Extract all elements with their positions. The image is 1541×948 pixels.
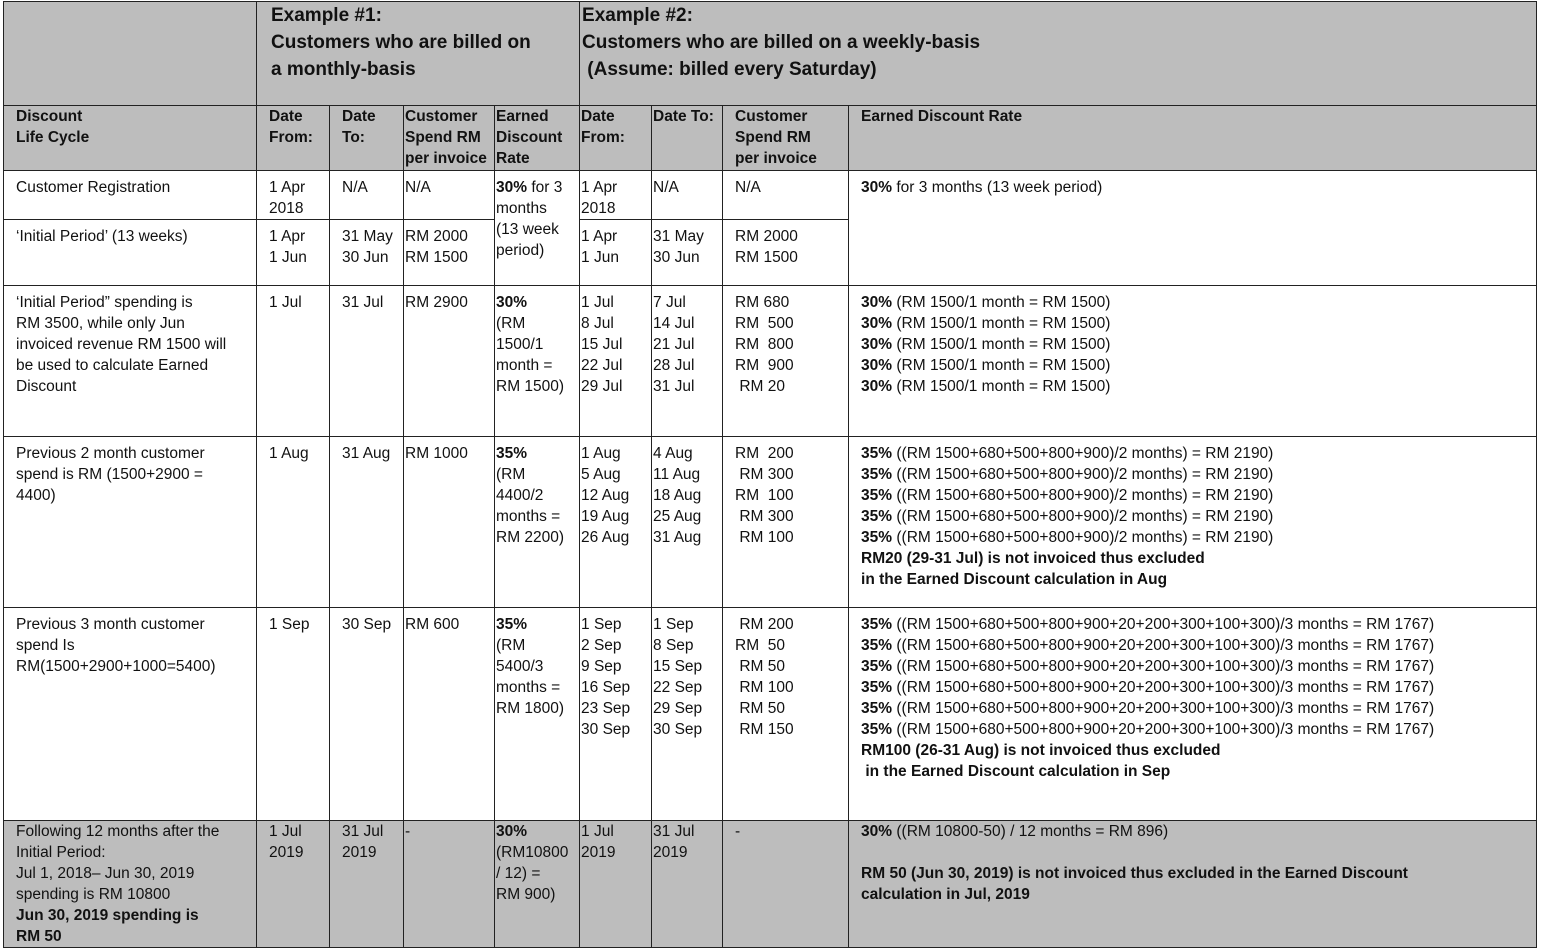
cell-text: (RM — [496, 466, 526, 483]
cell-text: 22 Sep — [653, 679, 703, 696]
cell-text: 31 May — [342, 228, 393, 245]
rate-line — [861, 677, 1535, 698]
cell-text: 18 Aug — [653, 487, 702, 504]
w-from-cell — [580, 821, 652, 948]
w-rate-cell — [849, 437, 1537, 608]
col-text: From: — [269, 129, 313, 146]
rate-text: ((RM 1500+680+500+800+900)/2 months) = RM 2190) — [892, 445, 1274, 462]
cell-text: Following 12 months after the — [16, 823, 220, 840]
table-row — [4, 608, 1537, 821]
example1-line: a monthly-basis — [271, 59, 416, 80]
cell-text: 1 Aug — [269, 445, 309, 462]
cell-text — [861, 177, 1535, 198]
cell-text: RM 2000 — [735, 228, 798, 245]
rate-text: (RM 1500/1 month = RM 1500) — [892, 378, 1111, 395]
w-to-cell — [652, 608, 723, 821]
rate-line — [861, 635, 1535, 656]
rate-bold: 35% — [861, 700, 893, 717]
cell-text: 1 Jul — [581, 294, 614, 311]
col-w-rate — [849, 106, 1537, 171]
rate-line — [861, 464, 1535, 485]
m-from-cell — [257, 608, 330, 821]
m-spend-cell — [404, 608, 495, 821]
cell-text: 4 Aug — [653, 445, 693, 462]
cell-text: 26 Aug — [581, 529, 630, 546]
example2-line: Customers who are billed on a weekly-basis — [582, 32, 981, 53]
cell-text: Customer Registration — [16, 179, 171, 196]
rate-line — [861, 376, 1535, 397]
cell-text: 23 Sep — [581, 700, 631, 717]
cell-text: 31 Aug — [653, 529, 702, 546]
cell-text: RM 100 — [735, 679, 794, 696]
cell-text: (RM10800 — [496, 844, 569, 861]
rate-line — [861, 614, 1535, 635]
column-header-row — [4, 106, 1537, 171]
cell-text: 1 Jun — [581, 249, 619, 266]
m-from-cell — [257, 220, 330, 286]
m-spend-cell — [404, 437, 495, 608]
cell-text: months — [496, 200, 547, 217]
cell-text: RM 1000 — [405, 445, 468, 462]
cell-text: 5 Aug — [581, 466, 621, 483]
col-text: Date — [269, 108, 303, 125]
rate-bold: 35% — [861, 529, 893, 546]
life-cell — [4, 220, 257, 286]
cell-text: 29 Sep — [653, 700, 703, 717]
exclusion-note: RM 50 (Jun 30, 2019) is not invoiced thus excluded in the Earned Discount — [861, 865, 1408, 882]
life-cell — [4, 608, 257, 821]
m-from-cell — [257, 437, 330, 608]
col-text: To: — [342, 129, 365, 146]
rate-line — [861, 485, 1535, 506]
example2-line: (Assume: billed every Saturday) — [582, 59, 877, 80]
cell-text: 2019 — [653, 844, 688, 861]
cell-text: 7 Jul — [653, 294, 686, 311]
w-from-cell — [580, 437, 652, 608]
m-to-cell — [330, 286, 404, 437]
cell-text: 1 Aug — [581, 445, 621, 462]
exclusion-note: in the Earned Discount calculation in Sep — [861, 763, 1171, 780]
table-row — [4, 171, 1537, 220]
cell-text: 1 Apr — [269, 179, 306, 196]
col-text: per invoice — [405, 150, 487, 167]
cell-text: 19 Aug — [581, 508, 630, 525]
rate-line — [861, 698, 1535, 719]
rate-bold: 35% — [861, 679, 893, 696]
cell-text: N/A — [342, 179, 368, 196]
cell-text: ‘Initial Period’ (13 weeks) — [16, 228, 188, 245]
col-text: Date — [342, 108, 376, 125]
rate-text: (RM 1500/1 month = RM 1500) — [892, 336, 1111, 353]
rate-bold: 35% — [496, 445, 528, 462]
rate-bold: 30% — [861, 378, 893, 395]
cell-text: 30 Jun — [653, 249, 700, 266]
col-text: Rate — [496, 150, 530, 167]
cell-text: (RM — [496, 315, 526, 332]
cell-text: 1 Jul — [269, 294, 302, 311]
cell-text: 25 Aug — [653, 508, 702, 525]
life-cell — [4, 286, 257, 437]
cell-text: RM 300 — [735, 466, 794, 483]
cell-text: 2 Sep — [581, 637, 622, 654]
rate-line — [861, 334, 1535, 355]
m-to-cell — [330, 821, 404, 948]
m-to-cell — [330, 437, 404, 608]
m-rate-cell — [495, 286, 580, 437]
m-from-cell — [257, 286, 330, 437]
w-to-cell — [652, 437, 723, 608]
cell-text: 4400/2 — [496, 487, 544, 504]
cell-text: invoiced revenue RM 1500 will — [16, 336, 227, 353]
exclusion-note: RM100 (26-31 Aug) is not invoiced thus excluded — [861, 742, 1221, 759]
rate-bold: 35% — [496, 616, 528, 633]
rate-text: for 3 — [527, 179, 563, 196]
col-m-to — [330, 106, 404, 171]
cell-text: 2019 — [581, 844, 616, 861]
cell-text: RM 50 — [16, 928, 62, 945]
example-header-row — [4, 2, 1537, 106]
col-text: Customer — [405, 108, 478, 125]
cell-text: 11 Aug — [653, 466, 701, 483]
rate-bold: 30% — [496, 179, 528, 196]
cell-text: RM(1500+2900+1000=5400) — [16, 658, 216, 675]
cell-text: RM 680 — [735, 294, 790, 311]
m-from-cell — [257, 171, 330, 220]
rate-line — [861, 313, 1535, 334]
m-rate-cell — [495, 821, 580, 948]
cell-text: spend is RM (1500+2900 = — [16, 466, 203, 483]
cell-text: - — [405, 823, 411, 840]
cell-text: RM 800 — [735, 336, 794, 353]
rate-bold: 30% — [861, 315, 893, 332]
rate-bold: 35% — [861, 721, 893, 738]
table-row — [4, 437, 1537, 608]
cell-text: be used to calculate Earned — [16, 357, 209, 374]
cell-text: months = — [496, 508, 561, 525]
cell-text: 12 Aug — [581, 487, 630, 504]
cell-text: 1 Sep — [269, 616, 310, 633]
cell-text: 30 Sep — [581, 721, 631, 738]
w-spend-cell — [723, 608, 849, 821]
cell-text: N/A — [405, 179, 431, 196]
cell-text: Initial Period: — [16, 844, 106, 861]
cell-text: 31 Jul — [342, 294, 384, 311]
w-rate-cell — [849, 608, 1537, 821]
cell-text: 15 Sep — [653, 658, 703, 675]
exclusion-note: RM20 (29-31 Jul) is not invoiced thus excluded — [861, 550, 1205, 567]
w-spend-cell — [723, 437, 849, 608]
cell-text: 8 Sep — [653, 637, 694, 654]
table-row — [4, 286, 1537, 437]
cell-text: 22 Jul — [581, 357, 623, 374]
rate-bold: 35% — [861, 466, 893, 483]
cell-text: months = — [496, 679, 561, 696]
life-cell — [4, 171, 257, 220]
rate-text: ((RM 1500+680+500+800+900+20+200+300+100+300)/3 months = RM 1767) — [892, 721, 1435, 738]
cell-text: Discount — [16, 378, 77, 395]
cell-text: RM 2200) — [496, 529, 565, 546]
m-rate-cell — [495, 171, 580, 286]
rate-bold: 30% — [861, 336, 893, 353]
example1-title: Example #1: — [271, 5, 382, 26]
w-to-cell — [652, 821, 723, 948]
life-cell — [4, 437, 257, 608]
rate-text: ((RM 1500+680+500+800+900)/2 months) = RM 2190) — [892, 508, 1274, 525]
rate-bold: 30% — [496, 294, 528, 311]
cell-text: RM 50 — [735, 700, 785, 717]
rate-bold: 35% — [861, 616, 893, 633]
cell-text: / 12) = — [496, 865, 541, 882]
cell-text: 31 Jul — [653, 378, 695, 395]
cell-text: 31 Jul — [653, 823, 695, 840]
cell-text: 1 Apr — [581, 228, 618, 245]
discount-lifecycle-table — [3, 1, 1537, 948]
cell-text: 14 Jul — [653, 315, 695, 332]
m-spend-cell — [404, 821, 495, 948]
rate-line — [861, 506, 1535, 527]
cell-text — [496, 177, 578, 198]
rate-line — [861, 656, 1535, 677]
w-to-cell — [652, 171, 723, 220]
cell-text: 31 Aug — [342, 445, 391, 462]
rate-line — [861, 292, 1535, 313]
rate-text: ((RM 1500+680+500+800+900)/2 months) = RM 2190) — [892, 529, 1274, 546]
cell-text: 30 Sep — [653, 721, 703, 738]
corner-cell — [4, 2, 257, 106]
cell-text: 1 Jul — [581, 823, 614, 840]
cell-text: 21 Jul — [653, 336, 695, 353]
cell-text: 2018 — [581, 200, 616, 217]
cell-text: RM 200 — [735, 616, 794, 633]
col-text: Life Cycle — [16, 129, 90, 146]
rate-text: ((RM 1500+680+500+800+900+20+200+300+100+300)/3 months = RM 1767) — [892, 637, 1435, 654]
w-rate-cell — [849, 821, 1537, 948]
cell-text: RM 2900 — [405, 294, 468, 311]
cell-text: RM 150 — [735, 721, 794, 738]
col-m-rate — [495, 106, 580, 171]
rate-bold: 35% — [861, 637, 893, 654]
cell-text: (13 week — [496, 221, 559, 238]
cell-text: 30 Sep — [342, 616, 392, 633]
w-rate-cell — [849, 171, 1537, 286]
w-to-cell — [652, 286, 723, 437]
spacer — [861, 842, 1535, 863]
rate-text: ((RM 1500+680+500+800+900)/2 months) = RM 2190) — [892, 466, 1274, 483]
cell-text: 1 Apr — [269, 228, 306, 245]
cell-text: RM 900 — [735, 357, 794, 374]
cell-text: 8 Jul — [581, 315, 614, 332]
cell-text: 4400) — [16, 487, 56, 504]
cell-text: ‘Initial Period” spending is — [16, 294, 193, 311]
cell-text: Previous 3 month customer — [16, 616, 205, 633]
rate-bold: 30% — [861, 179, 893, 196]
rate-text: for 3 months (13 week period) — [892, 179, 1103, 196]
rate-bold: 35% — [861, 487, 893, 504]
w-from-cell — [580, 171, 652, 220]
rate-line — [861, 443, 1535, 464]
rate-text: (RM 1500/1 month = RM 1500) — [892, 315, 1111, 332]
w-from-cell — [580, 286, 652, 437]
col-text: Discount — [16, 108, 83, 125]
cell-text: RM 1800) — [496, 700, 565, 717]
cell-text: RM 50 — [735, 637, 785, 654]
m-spend-cell — [404, 286, 495, 437]
cell-text: Jun 30, 2019 spending is — [16, 907, 199, 924]
rate-text: ((RM 10800-50) / 12 months = RM 896) — [892, 823, 1169, 840]
cell-text: month = — [496, 357, 553, 374]
cell-text: 1 Apr — [581, 179, 618, 196]
cell-text: RM 1500 — [735, 249, 798, 266]
col-text: Date To: — [653, 108, 714, 125]
cell-text: period) — [496, 242, 545, 259]
cell-text: RM 500 — [735, 315, 794, 332]
col-text: From: — [581, 129, 625, 146]
cell-text: spend Is — [16, 637, 75, 654]
cell-text: 28 Jul — [653, 357, 695, 374]
rate-text: ((RM 1500+680+500+800+900+20+200+300+100+300)/3 months = RM 1767) — [892, 700, 1435, 717]
cell-text: RM 600 — [405, 616, 460, 633]
cell-text: Jul 1, 2018– Jun 30, 2019 — [16, 865, 195, 882]
rate-text: ((RM 1500+680+500+800+900+20+200+300+100+300)/3 months = RM 1767) — [892, 658, 1435, 675]
rate-line — [861, 527, 1535, 548]
cell-text: 2019 — [269, 844, 304, 861]
cell-text: 2019 — [342, 844, 377, 861]
exclusion-note: in the Earned Discount calculation in Aug — [861, 571, 1168, 588]
rate-bold: 30% — [861, 294, 893, 311]
col-text: Spend RM — [405, 129, 481, 146]
col-w-spend — [723, 106, 849, 171]
cell-text: 30 Jun — [342, 249, 389, 266]
m-to-cell — [330, 171, 404, 220]
example2-heading — [580, 2, 1537, 106]
life-cell — [4, 821, 257, 948]
m-from-cell — [257, 821, 330, 948]
cell-text: RM 200 — [735, 445, 794, 462]
rate-text: ((RM 1500+680+500+800+900)/2 months) = RM 2190) — [892, 487, 1274, 504]
m-spend-cell — [404, 171, 495, 220]
cell-text: 31 Jul — [342, 823, 384, 840]
cell-text: RM 900) — [496, 886, 556, 903]
cell-text: 1 Jul — [269, 823, 302, 840]
rate-line — [861, 355, 1535, 376]
m-to-cell — [330, 220, 404, 286]
cell-text: 1500/1 — [496, 336, 544, 353]
w-spend-cell — [723, 220, 849, 286]
col-m-spend — [404, 106, 495, 171]
cell-text: - — [735, 823, 741, 840]
cell-text: spending is RM 10800 — [16, 886, 171, 903]
col-m-from — [257, 106, 330, 171]
m-rate-cell — [495, 608, 580, 821]
col-life-cycle — [4, 106, 257, 171]
col-text: Customer — [735, 108, 808, 125]
col-text: per invoice — [735, 150, 817, 167]
w-spend-cell — [723, 171, 849, 220]
col-w-from — [580, 106, 652, 171]
col-text: Spend RM — [735, 129, 811, 146]
cell-text: 1 Sep — [581, 616, 622, 633]
rate-bold: 30% — [861, 823, 893, 840]
m-to-cell — [330, 608, 404, 821]
cell-text: RM 50 — [735, 658, 785, 675]
rate-text: (RM 1500/1 month = RM 1500) — [892, 294, 1111, 311]
cell-text: N/A — [653, 179, 679, 196]
cell-text: 15 Jul — [581, 336, 623, 353]
cell-text: Previous 2 month customer — [16, 445, 205, 462]
m-rate-cell — [495, 437, 580, 608]
rate-bold: 35% — [861, 658, 893, 675]
table-row — [4, 821, 1537, 948]
w-spend-cell — [723, 821, 849, 948]
col-text: Date — [581, 108, 615, 125]
cell-text: 9 Sep — [581, 658, 622, 675]
exclusion-note: calculation in Jul, 2019 — [861, 886, 1030, 903]
w-to-cell — [652, 220, 723, 286]
rate-line — [861, 821, 1535, 842]
cell-text: RM 300 — [735, 508, 794, 525]
rate-text: ((RM 1500+680+500+800+900+20+200+300+100+300)/3 months = RM 1767) — [892, 616, 1435, 633]
w-from-cell — [580, 608, 652, 821]
rate-text: (RM 1500/1 month = RM 1500) — [892, 357, 1111, 374]
cell-text: 16 Sep — [581, 679, 631, 696]
cell-text: RM 3500, while only Jun — [16, 315, 185, 332]
cell-text: 1 Jun — [269, 249, 307, 266]
w-spend-cell — [723, 286, 849, 437]
cell-text: RM 20 — [735, 378, 785, 395]
example1-heading — [257, 2, 580, 106]
cell-text: RM 100 — [735, 529, 794, 546]
cell-text: 1 Sep — [653, 616, 694, 633]
cell-text: RM 2000 — [405, 228, 468, 245]
cell-text: RM 100 — [735, 487, 794, 504]
cell-text: RM 1500 — [405, 249, 468, 266]
cell-text: (RM — [496, 637, 526, 654]
rate-line — [861, 719, 1535, 740]
cell-text: RM 1500) — [496, 378, 565, 395]
rate-bold: 35% — [861, 445, 893, 462]
rate-bold: 30% — [861, 357, 893, 374]
rate-bold: 35% — [861, 508, 893, 525]
m-spend-cell — [404, 220, 495, 286]
cell-text: 29 Jul — [581, 378, 623, 395]
rate-text: ((RM 1500+680+500+800+900+20+200+300+100+300)/3 months = RM 1767) — [892, 679, 1435, 696]
cell-text: N/A — [735, 179, 761, 196]
rate-bold: 30% — [496, 823, 528, 840]
col-text: Earned Discount Rate — [861, 108, 1023, 125]
example2-title: Example #2: — [582, 5, 693, 26]
col-w-to — [652, 106, 723, 171]
col-text: Earned — [496, 108, 549, 125]
w-from-cell — [580, 220, 652, 286]
w-rate-cell — [849, 286, 1537, 437]
cell-text: 5400/3 — [496, 658, 544, 675]
col-text: Discount — [496, 129, 563, 146]
example1-line: Customers who are billed on — [271, 32, 531, 53]
cell-text: 31 May — [653, 228, 704, 245]
cell-text: 2018 — [269, 200, 304, 217]
